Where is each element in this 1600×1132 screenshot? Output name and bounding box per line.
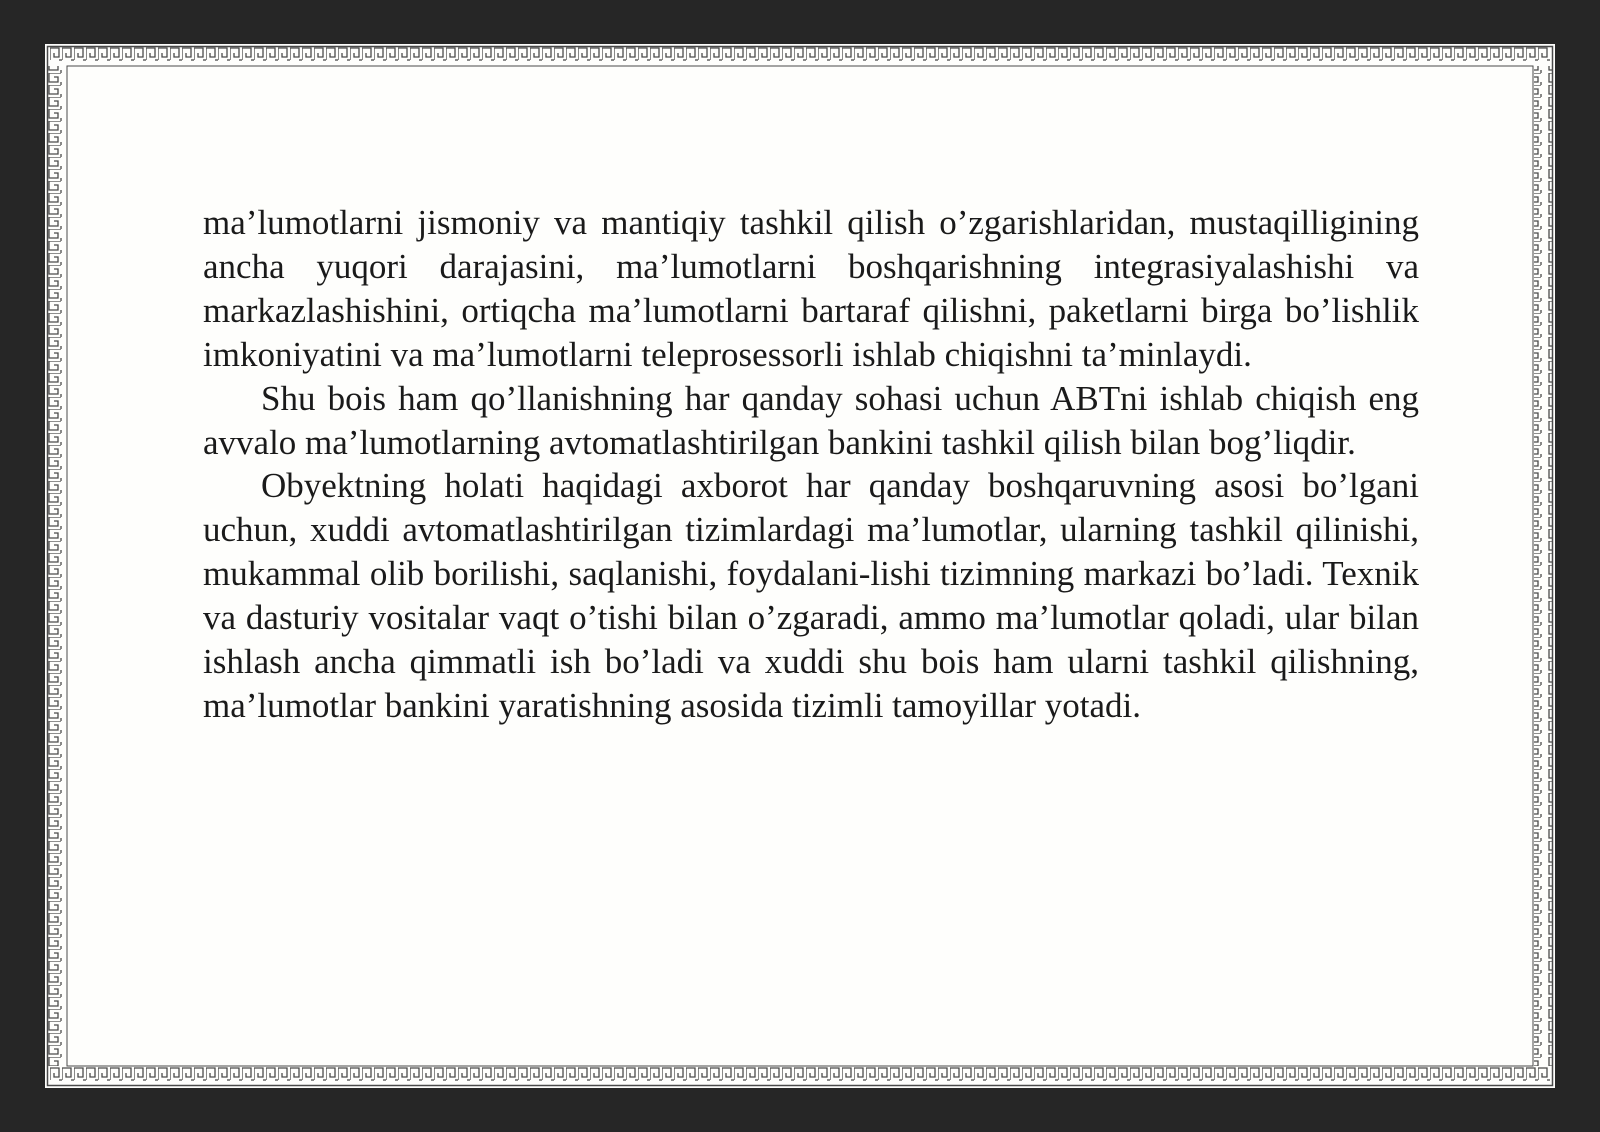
paragraph-1: ma’lumotlarni jismoniy va mantiqiy tashkil qilish o’zgarishlaridan, mustaqilligining ancha yuqori darajasini, ma’lumotlarni boshqarishning integrasiyalashishi va markazlashishini, ortiqcha ma’lumotlarni bartaraf qilishni, paketlarni birga bo’lishlik imkoniyatini va ma’lumotlarni teleprosessorli ishlab chiqishni ta’minlaydi. [203, 203, 1419, 374]
paragraph-3: Obyektning holati haqidagi axborot har qanday boshqaruvning asosi bo’lgani uchun, xuddi avtomatlashtirilgan tizimlardagi ma’lumotlar, ularning tashkil qilinishi, mukammal olib borilishi, saqlanishi, foydalani-lishi tizimning markazi bo’ladi. Texnik va dasturiy vositalar vaqt o’tishi bilan o’zgaradi, ammo ma’lumotlar qoladi, ular bilan ishlash ancha qimmatli ish bo’ladi va xuddi shu bois ham ularni tashkil qilishning, ma’lumotlar bankini yaratishning asosida tizimli tamoyillar yotadi. [203, 466, 1419, 725]
border-bottom [50, 1067, 1550, 1085]
border-top [50, 47, 1550, 65]
border-left [48, 66, 66, 1066]
paragraph-2: Shu bois ham qo’llanishning har qanday sohasi uchun ABTni ishlab chiqish eng avvalo ma’lumotlarning avtomatlashtirilgan bankini tashkil qilish bilan bog’liqdir. [203, 378, 1419, 462]
document-page [45, 44, 1555, 1088]
border-right [1534, 66, 1552, 1066]
body-text [203, 201, 1419, 728]
